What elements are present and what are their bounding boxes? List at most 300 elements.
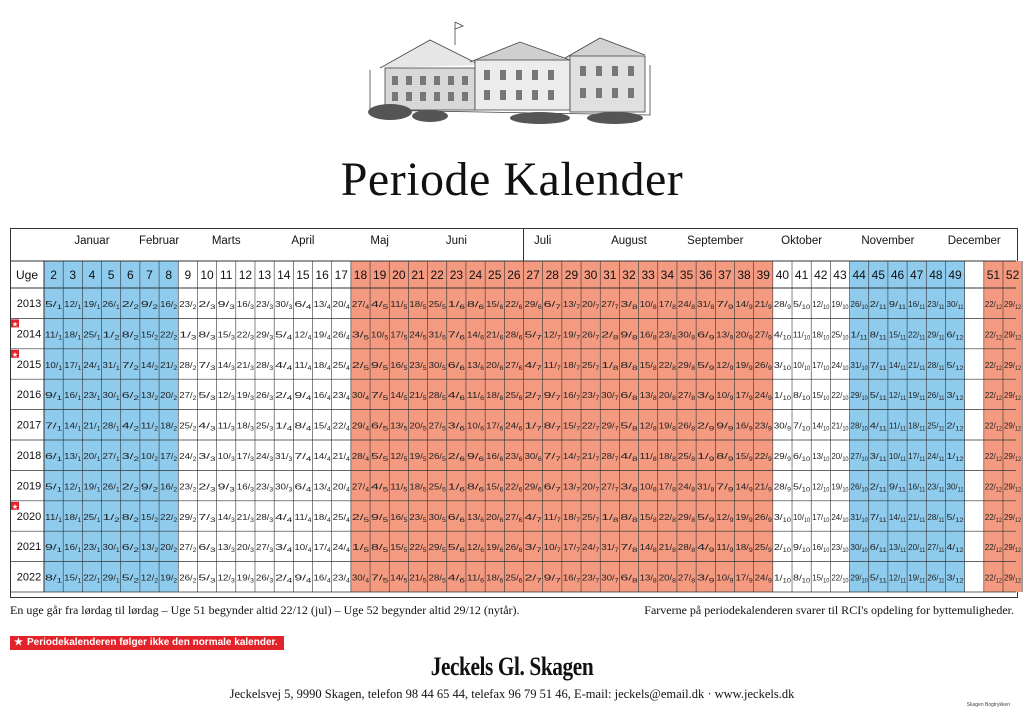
week-start-date: $28/_9$ [773, 299, 791, 311]
week-number: 4 [88, 268, 96, 282]
week-start-date: $16/_3$ [236, 299, 254, 311]
week-start-date: $10/_6$ [466, 420, 484, 433]
week-start-date: $12/_1$ [64, 481, 81, 494]
week-start-date: $20/_2$ [160, 542, 177, 555]
week-number: 21 [411, 268, 425, 282]
week-start-date: 3 $/_4$ [275, 542, 291, 555]
week-start-date: $12/_1$ [64, 299, 81, 311]
week-start-date: 4 $/_4$ [275, 511, 291, 524]
week-start-date: 5 $/_1$ [45, 299, 60, 311]
week-start-date: 3 $/_6$ [447, 420, 463, 433]
week-start-date: 1 $/_8$ [601, 359, 617, 372]
brand-logo: Jeckels Gl. Skagen [430, 652, 594, 681]
week-start-date: $20/_3$ [236, 542, 254, 555]
week-start-date: $21/_{10}$ [831, 420, 850, 433]
week-start-date: $16/_{11}$ [908, 481, 926, 494]
week-number: 45 [871, 268, 886, 282]
week-start-date: $29/_5$ [428, 542, 446, 555]
week-number: 26 [507, 268, 521, 282]
week-start-date: $14/_8$ [639, 542, 657, 555]
week-start-date: $12/_8$ [639, 420, 657, 433]
week-start-date: $13/_4$ [313, 481, 331, 494]
week-number: 19 [372, 268, 387, 282]
week-start-date: $16/_{10}$ [812, 542, 830, 555]
week-start-date: $13/_{11}$ [888, 542, 907, 555]
week-start-date: $14/_1$ [64, 420, 81, 433]
week-start-date: $18/_1$ [64, 511, 81, 524]
week-start-date: $17/_5$ [390, 329, 407, 342]
week-start-date: $10/_3$ [217, 451, 235, 463]
week-number: 39 [756, 268, 770, 282]
week-start-date: $19/_1$ [83, 481, 101, 494]
year-label: 2018 [16, 450, 42, 462]
week-start-date: 2 $/_6$ [447, 451, 463, 463]
week-start-date: $26/_{11}$ [927, 572, 945, 585]
week-start-date: $10/_2$ [140, 451, 158, 463]
week-start-date: $15/_4$ [313, 420, 331, 433]
month-label: Januar [74, 235, 110, 247]
contact-address: Jeckelsvej 5, 9990 Skagen, telefon 98 44 65 44, telefax 96 79 51 46, E-mail: jeckels@email.dk · www.jeckels.dk [229, 687, 795, 701]
week-start-date: $17/_9$ [735, 572, 753, 585]
week-start-date: 5 $/_4$ [275, 329, 291, 342]
week-start-date: $17/_{10}$ [812, 511, 830, 524]
week-start-date: $17/_1$ [64, 359, 81, 372]
week-start-date: $27/_{11}$ [927, 542, 945, 555]
week-start-date: $24/_9$ [754, 572, 772, 585]
week-start-date: 9 $/_3$ [217, 481, 233, 494]
week-start-date: $25/_{10}$ [831, 329, 850, 342]
week-start-date: $23/_4$ [332, 572, 350, 585]
week-start-date: 9 $/_1$ [45, 390, 60, 403]
week-start-date: 2 $/_5$ [351, 511, 367, 524]
week-start-date: $29/_2$ [179, 511, 196, 524]
week-start-date: $17/_4$ [313, 542, 331, 555]
week-start-date: 11 $/_2$ [140, 420, 158, 433]
week-start-date: $25/_5$ [428, 299, 446, 311]
week-start-date: $5/_{10}$ [793, 299, 809, 311]
week-number: 6 [126, 268, 134, 282]
week-start-date: 4 $/_9$ [697, 542, 713, 555]
week-start-date: 6 $/_2$ [121, 390, 137, 403]
week-start-date: $24/_5$ [409, 329, 427, 342]
week-start-date: $9/_{10}$ [793, 542, 809, 555]
week-start-date: $13/_8$ [639, 390, 657, 403]
week-start-date: 5 $/_5$ [371, 451, 387, 463]
week-start-date: 1 $/_2$ [102, 329, 118, 342]
week-number: 8 [165, 268, 173, 282]
week-start-date: $30/_7$ [601, 572, 618, 585]
week-start-date: $23/_8$ [658, 329, 676, 342]
week-start-date: $29/_{12}$ [1004, 299, 1022, 311]
week-start-date: 11 $/_7$ [543, 511, 561, 524]
week-start-date: $10/_1$ [45, 359, 62, 372]
week-start-date: $7/_{11}$ [869, 359, 886, 372]
week-start-date: $14/_3$ [217, 511, 235, 524]
week-number: 20 [392, 268, 406, 282]
week-number: 25 [488, 268, 502, 282]
week-start-date: $25/_6$ [505, 390, 523, 403]
week-start-date: $15/_8$ [639, 511, 657, 524]
week-start-date: 1 $/_2$ [102, 511, 118, 524]
week-start-date: $1/_{11}$ [850, 329, 866, 342]
year-label: 2020 [16, 510, 42, 523]
week-start-date: $13/_2$ [140, 542, 158, 555]
week-start-date: 3 $/_8$ [620, 481, 636, 494]
week-start-date: $18/_4$ [313, 511, 331, 524]
calendar-grid [11, 229, 1022, 596]
week-start-date: 9 $/_3$ [217, 299, 233, 311]
week-start-date: $20/_9$ [735, 329, 753, 342]
week-start-date: $6/_{11}$ [869, 542, 886, 555]
week-start-date: $14/_7$ [562, 451, 580, 463]
week-start-date: $22/_5$ [409, 542, 427, 555]
week-start-date: 8 $/_8$ [620, 359, 636, 372]
week-number: 3 [69, 268, 77, 282]
week-start-date: $29/_1$ [102, 572, 120, 585]
week-start-date: $22/_{12}$ [984, 299, 1003, 311]
week-number: 22 [430, 268, 444, 282]
week-start-date: $12/_4$ [294, 329, 312, 342]
week-start-date: 4 $/_5$ [371, 299, 387, 311]
star-icon: ★ [11, 503, 19, 511]
week-start-date: $27/_4$ [351, 299, 369, 311]
week-start-date: $25/_7$ [582, 511, 599, 524]
week-start-date: 6 $/_4$ [294, 299, 310, 311]
week-start-date: $19/_5$ [409, 451, 427, 463]
year-label: 2021 [16, 541, 42, 554]
week-start-date: $20/_2$ [160, 390, 177, 403]
week-start-date: 7 $/_5$ [371, 572, 387, 585]
week-start-date: 8 $/_7$ [543, 420, 559, 433]
month-label: Juli [534, 235, 552, 247]
week-start-date: 11 $/_8$ [639, 451, 657, 463]
week-start-date: $16/_5$ [390, 359, 407, 372]
week-start-date: $17/_2$ [160, 451, 177, 463]
week-start-date: $15/_7$ [562, 420, 580, 433]
week-start-date: $15/_2$ [140, 329, 158, 342]
week-start-date: $30/_8$ [677, 329, 695, 342]
week-start-date: $26/_7$ [582, 329, 599, 342]
week-start-date: $1/_{10}$ [773, 390, 790, 403]
week-start-date: $16/_4$ [313, 572, 331, 585]
week-start-date: $28/_3$ [255, 511, 273, 524]
week-number: 28 [545, 268, 559, 282]
week-start-date: $13/_4$ [313, 299, 331, 311]
week-start-date: $24/_{11}$ [927, 451, 945, 463]
week-start-date: $16/_3$ [236, 481, 254, 494]
hotel-illustration [360, 10, 660, 135]
week-start-date: $23/_3$ [255, 481, 273, 494]
week-start-date: 8 $/_8$ [620, 511, 636, 524]
week-start-date: $30/_7$ [601, 390, 618, 403]
week-start-date: $12/_2$ [140, 572, 158, 585]
week-number: 5 [107, 268, 115, 282]
week-start-date: $31/_5$ [428, 329, 446, 342]
week-start-date: $14/_5$ [390, 390, 407, 403]
week-number: 16 [315, 268, 329, 282]
week-start-date: $13/_5$ [390, 420, 407, 433]
week-start-date: $27/_7$ [601, 481, 618, 494]
week-start-date: $14/_9$ [735, 299, 753, 311]
week-start-date: $18/_9$ [735, 542, 753, 555]
week-start-date: 5 $/_1$ [45, 481, 60, 494]
week-start-date: $12/_6$ [466, 542, 484, 555]
week-start-date: $25/_4$ [332, 511, 350, 524]
week-start-date: 3 $/_5$ [351, 329, 367, 342]
star-icon: ★ [14, 637, 23, 648]
week-start-date: $15/_3$ [217, 329, 235, 342]
week-start-date: $22/_{12}$ [984, 359, 1003, 372]
week-start-date: 7 $/_4$ [294, 451, 310, 463]
week-start-date: 8 $/_6$ [466, 299, 482, 311]
week-start-date: $17/_9$ [735, 390, 753, 403]
week-start-date: $5/_{12}$ [946, 511, 962, 524]
week-start-date: 9 $/_1$ [45, 542, 60, 555]
week-start-date: 8 $/_4$ [294, 420, 310, 433]
week-start-date: $26/_4$ [332, 329, 350, 342]
week-start-date: $10/_{11}$ [888, 451, 907, 463]
week-start-date: $16/_2$ [160, 299, 177, 311]
week-start-date: $23/_5$ [409, 511, 427, 524]
week-start-date: $4/_{11}$ [869, 420, 886, 433]
week-start-date: $15/_1$ [64, 572, 81, 585]
week-start-date: $29/_{12}$ [1004, 511, 1022, 524]
month-label: Februar [138, 235, 180, 247]
week-start-date: $29/_{12}$ [1004, 329, 1022, 342]
week-start-date: $29/_{12}$ [1004, 420, 1022, 433]
month-label: Maj [370, 235, 389, 247]
week-start-date: $17/_6$ [486, 420, 503, 433]
week-start-date: $28/_1$ [102, 420, 120, 433]
week-start-date: 7 $/_8$ [620, 542, 636, 555]
week-number: 24 [468, 268, 483, 282]
week-start-date: $5/_{12}$ [946, 359, 962, 372]
week-start-date: 4 $/_7$ [524, 359, 540, 372]
week-start-date: $24/_6$ [505, 420, 523, 433]
week-start-date: 7 $/_3$ [198, 359, 214, 372]
week-start-date: 4 $/_8$ [620, 451, 636, 463]
week-start-date: 4 $/_6$ [447, 390, 463, 403]
week-start-date: $27/_6$ [505, 359, 523, 372]
week-start-date: $22/_2$ [160, 511, 177, 524]
week-start-date: $8/_{10}$ [793, 390, 809, 403]
week-start-date: $19/_9$ [735, 359, 753, 372]
week-start-date: $18/_4$ [313, 359, 331, 372]
week-start-date: $13/_{10}$ [812, 451, 830, 463]
week-start-date: $1/_{12}$ [946, 451, 962, 463]
week-start-date: $29/_6$ [524, 299, 542, 311]
week-start-date: $20/_8$ [658, 390, 676, 403]
week-start-date: 1 $/_7$ [524, 420, 540, 433]
week-start-date: $31/_{10}$ [850, 511, 869, 524]
week-start-date: $4/_{10}$ [773, 329, 790, 342]
week-start-date: $27/_7$ [601, 299, 618, 311]
week-start-date: $24/_{10}$ [831, 359, 850, 372]
week-start-date: $12/_5$ [390, 451, 407, 463]
week-start-date: $30/_3$ [275, 299, 292, 311]
week-start-date: 6 $/_7$ [543, 299, 559, 311]
week-start-date: $23/_2$ [179, 481, 196, 494]
week-start-date: $29/_8$ [677, 511, 695, 524]
week-start-date: $13/_7$ [562, 481, 580, 494]
week-start-date: $27/_6$ [505, 511, 523, 524]
week-start-date: $21/_{11}$ [908, 359, 926, 372]
week-start-date: $26/_{10}$ [850, 481, 869, 494]
week-start-date: 8 $/_9$ [716, 451, 732, 463]
week-start-date: $14/_{11}$ [888, 359, 907, 372]
week-start-date: $20/_5$ [409, 420, 427, 433]
week-start-date: 9 $/_7$ [543, 572, 559, 585]
week-start-date: $12/_3$ [217, 390, 235, 403]
week-start-date: $21/_5$ [409, 390, 427, 403]
week-start-date: 3 $/_9$ [697, 572, 713, 585]
week-start-date: $18/_7$ [562, 359, 580, 372]
week-start-date: 3 $/_7$ [524, 542, 540, 555]
month-label: November [861, 235, 915, 247]
week-start-date: $14/_3$ [217, 359, 235, 372]
week-start-date: $24/_4$ [332, 542, 350, 555]
week-start-date: $16/_9$ [735, 420, 753, 433]
warning-text: Periodekalenderen følger ikke den normale kalender. [26, 637, 278, 648]
week-number: 29 [564, 268, 579, 282]
week-start-date: 9 $/_5$ [371, 511, 387, 524]
week-start-date: $25/_5$ [428, 481, 446, 494]
week-start-date: $22/_3$ [236, 329, 254, 342]
week-start-date: $21/_{11}$ [908, 511, 926, 524]
week-number: 13 [257, 268, 272, 282]
week-start-date: $19/_4$ [313, 329, 331, 342]
week-start-date: $29/_3$ [255, 329, 273, 342]
week-start-date: 3 $/_3$ [198, 451, 214, 463]
warning-banner [10, 636, 284, 650]
week-start-date: $24/_2$ [179, 451, 196, 463]
printer-credit: Skagen Bogtrykkeri [966, 702, 1010, 708]
week-number: 33 [641, 268, 655, 282]
week-start-date: $29/_4$ [351, 420, 369, 433]
week-start-date: $21/_2$ [160, 359, 177, 372]
week-start-date: $27/_2$ [179, 390, 196, 403]
week-number: 7 [146, 268, 153, 282]
week-start-date: $28/_4$ [351, 451, 369, 463]
week-start-date: $18/_3$ [236, 420, 254, 433]
week-start-date: 7 $/_5$ [371, 390, 387, 403]
week-start-date: $26/_{11}$ [927, 390, 945, 403]
week-start-date: $16/_{11}$ [908, 299, 926, 311]
week-number: 36 [699, 268, 713, 282]
week-start-date: $22/_{12}$ [984, 481, 1003, 494]
week-start-date: $12/_{11}$ [888, 572, 907, 585]
week-start-date: $23/_{11}$ [927, 481, 945, 494]
week-start-date: $25/_{11}$ [927, 420, 945, 433]
week-start-date: $20/_8$ [658, 572, 676, 585]
week-start-date: 1 $/_6$ [447, 481, 463, 494]
week-start-date: $22/_1$ [83, 572, 101, 585]
year-label: 2016 [16, 389, 42, 402]
week-start-date: $20/_6$ [486, 359, 503, 372]
week-start-date: $19/_{11}$ [908, 390, 926, 403]
week-start-date: $16/_7$ [562, 390, 580, 403]
week-start-date: 11 $/_9$ [716, 542, 733, 555]
week-start-date: 8 $/_5$ [371, 542, 387, 555]
week-start-date: $10/_9$ [716, 572, 734, 585]
year-label: 2015 [16, 358, 42, 371]
week-start-date: 9 $/_2$ [140, 481, 156, 494]
week-start-date: $18/_7$ [562, 511, 580, 524]
week-start-date: 9 $/_8$ [620, 329, 636, 342]
week-start-date: $10/_9$ [716, 390, 734, 403]
week-start-date: $13/_6$ [466, 359, 484, 372]
week-start-date: $14/_9$ [735, 481, 753, 494]
week-start-date: $19/_8$ [658, 420, 676, 433]
week-start-date: $19/_3$ [236, 390, 254, 403]
week-start-date: $30/_4$ [351, 390, 369, 403]
week-number: 23 [449, 268, 464, 282]
week-start-date: $4/_{12}$ [946, 542, 962, 555]
week-start-date: 6 $/_6$ [447, 359, 463, 372]
week-start-date: 2 $/_5$ [351, 359, 367, 372]
week-number: 51 [986, 268, 1001, 282]
week-start-date: $21/_7$ [582, 451, 599, 463]
week-start-date: $20/_{11}$ [908, 542, 926, 555]
week-start-date: $22/_8$ [658, 511, 676, 524]
week-start-date: $27/_8$ [677, 390, 695, 403]
week-start-date: $6/_{12}$ [946, 329, 962, 342]
week-start-date: $3/_{10}$ [773, 511, 790, 524]
week-start-date: $12/_3$ [217, 572, 235, 585]
week-start-date: $10/_4$ [294, 542, 312, 555]
week-start-date: 5 $/_8$ [620, 420, 636, 433]
week-start-date: $25/_2$ [179, 420, 196, 433]
week-start-date: $25/_1$ [83, 511, 101, 524]
footnote-color-note: Farverne på periodekalenderen svarer til RCI's opdeling for byttemuligheder. [644, 603, 1014, 617]
week-start-date: $15/_9$ [735, 451, 753, 463]
week-start-date: $10/_5$ [371, 329, 388, 342]
week-start-date: 3 $/_8$ [620, 299, 636, 311]
week-start-date: $22/_2$ [160, 329, 177, 342]
week-start-date: $29/_9$ [773, 451, 791, 463]
week-start-date: $26/_{10}$ [850, 299, 869, 311]
week-start-date: $21/_9$ [754, 299, 772, 311]
week-start-date: 2 $/_4$ [275, 572, 291, 585]
week-start-date: $10/_{10}$ [793, 359, 811, 372]
week-start-date: 1 $/_5$ [351, 542, 367, 555]
week-number: 27 [526, 268, 540, 282]
week-start-date: $29/_{12}$ [1004, 390, 1022, 403]
week-start-date: 9 $/_6$ [466, 451, 482, 463]
week-start-date: $26/_6$ [505, 542, 523, 555]
week-start-date: $7/_{11}$ [869, 511, 886, 524]
year-label: 2014 [16, 328, 42, 341]
week-start-date: $29/_6$ [524, 481, 542, 494]
week-start-date: $31/_{10}$ [850, 359, 869, 372]
week-start-date: $7/_{10}$ [793, 420, 809, 433]
week-start-date: $26/_9$ [754, 359, 772, 372]
week-start-date: $21/_3$ [236, 511, 254, 524]
week-start-date: $16/_2$ [160, 481, 177, 494]
week-start-date: $28/_2$ [179, 359, 196, 372]
week-start-date: 9 $/_9$ [716, 420, 732, 433]
week-start-date: $22/_{12}$ [984, 572, 1003, 585]
week-start-date: $18/_{10}$ [812, 329, 830, 342]
week-start-date: $26/_3$ [255, 572, 273, 585]
week-start-date: $23/_2$ [179, 299, 196, 311]
week-start-date: $20/_4$ [332, 481, 350, 494]
week-start-date: $16/_5$ [390, 511, 407, 524]
week-start-date: $29/_{12}$ [1004, 481, 1022, 494]
week-start-date: $22/_{12}$ [984, 511, 1003, 524]
week-start-date: 9 $/_4$ [294, 572, 310, 585]
week-start-date: $28/_3$ [255, 359, 273, 372]
